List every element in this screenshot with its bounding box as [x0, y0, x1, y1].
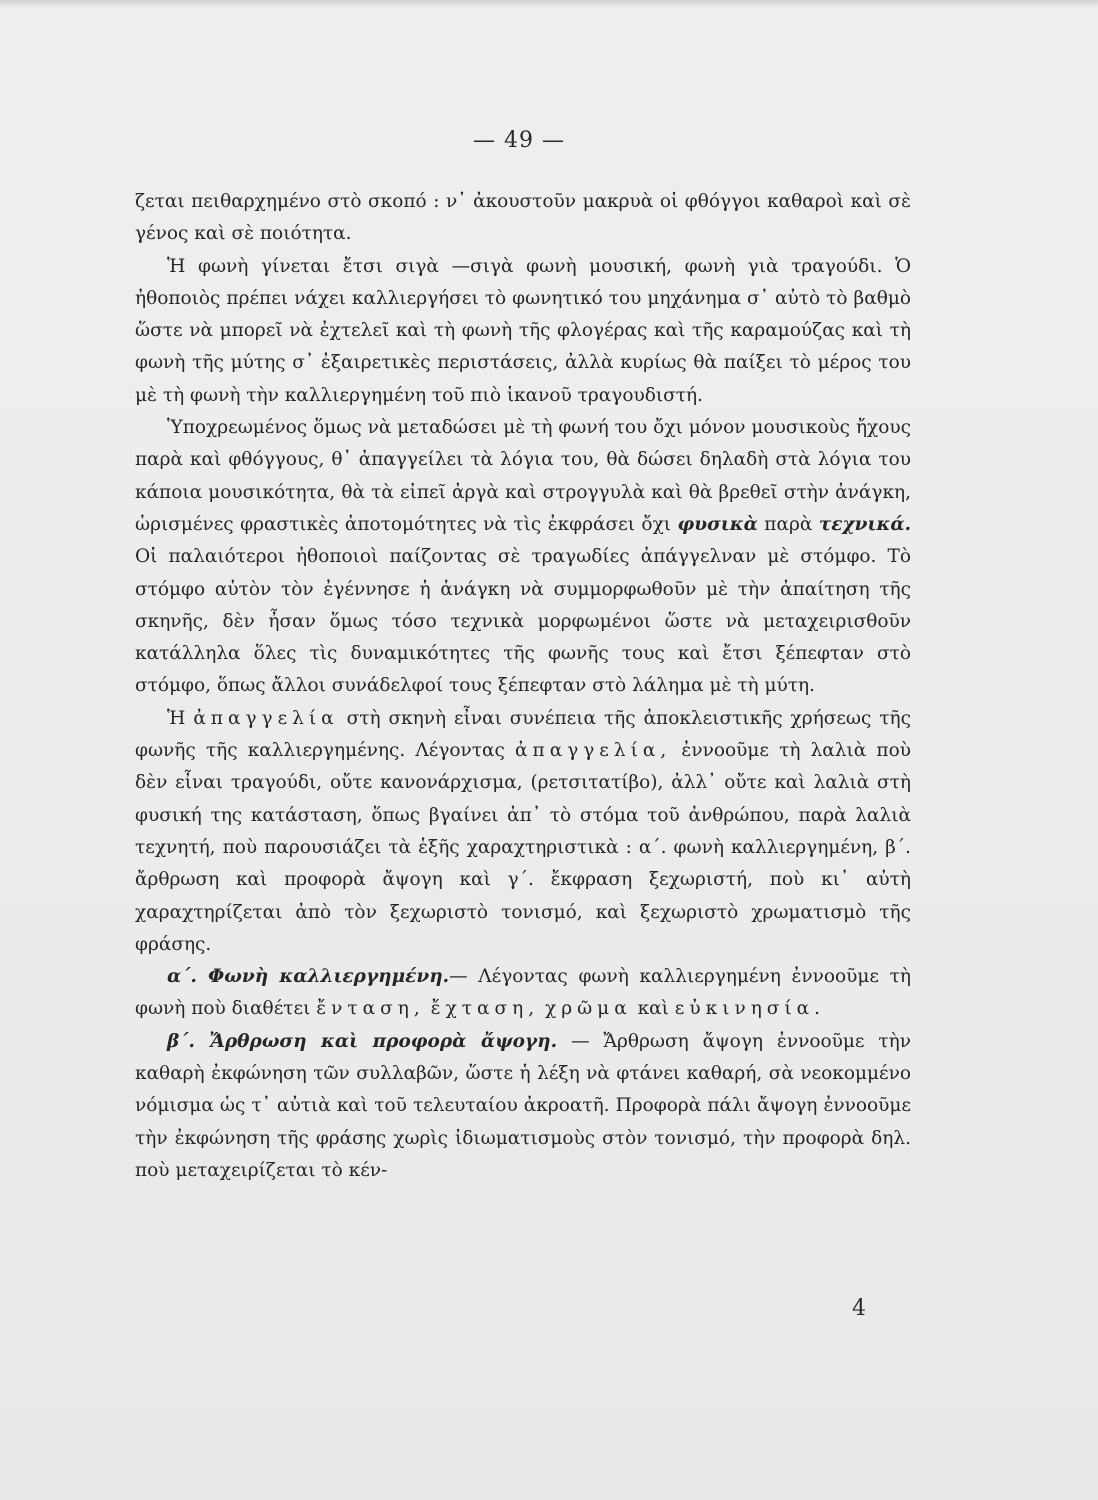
signature-mark: 4 [852, 1296, 866, 1321]
paragraph-2: Ἡ φωνὴ γίνεται ἔτσι σιγὰ —σιγὰ φωνὴ μουσική, φωνὴ γιὰ τραγούδι. Ὁ ἠθοποιὸς πρέπει νάχει καλλιεργήσει τὸ φωνητικό του μηχάνημα σ᾿ αὐτὸ τὸ βαθμὸ ὥστε νὰ μπορεῖ νὰ ἐχτελεῖ καὶ τὴ φωνὴ τῆς φλογέρας καὶ τῆς καραμούζας καὶ τὴ φωνὴ τῆς μύτης σ᾿ ἐξαιρετικὲς περιστάσεις, ἀλλὰ κυρίως θὰ παίξει τὸ μέρος του μὲ τὴ φωνὴ τὴν καλλιεργημένη τοῦ πιὸ ἱκανοῦ τραγουδιστή. [135, 255, 911, 406]
paragraph-5 [135, 961, 911, 1026]
paragraph-3-text-a: Ὑποχρεωμένος ὅμως νὰ μεταδώσει μὲ τὴ φωνή του ὄχι μόνον μουσικοὺς ἤχους παρὰ καὶ φθόγγους, θ᾿ ἀπαγγείλει τὰ λόγια του, θὰ δώσει δηλαδὴ στὰ λόγια του κάποια μουσικότητα, θὰ τὰ εἰπεῖ ἀργὰ καὶ στρογγυλὰ καὶ θὰ βρεθεῖ στὴν ἀνάγκη, ὡρισμένες φραστικὲς ἀποτομότητες νὰ τὶς ἐκφράσει ὄχι [135, 417, 911, 535]
paragraph-4-text-a: Ἡ [167, 707, 186, 729]
emphasis-technika: τεχνικά. [818, 513, 912, 535]
section-heading-articulation: β΄. Ἄρθρωση καὶ προφορὰ ἄψογη. [167, 1030, 558, 1052]
paragraph-4-text-c: ἐννοοῦμε τὴ λαλιὰ ποὺ δὲν εἶναι τραγούδι, οὔτε κανονάρχισμα, (ρετσιτατίβο), ἀλλ᾿ οὔτε καὶ λαλιὰ στὴ φυσική της κατάσταση, ὅπως βγαίνει ἀπ᾿ τὸ στόμα τοῦ ἀνθρώπου, παρὰ λαλιὰ τεχνητή, ποὺ παρουσιάζει τὰ ἑξῆς χαραχτηριστικὰ : α΄. φωνὴ καλλιεργημένη, β΄. ἄρθρωση καὶ προφορὰ ἄψογη καὶ γ΄. ἔκφραση ξεχωριστή, ποὺ κι᾿ αὐτὴ χαραχτηρίζεται ἀπὸ τὸν ξεχωριστὸ τονισμό, καὶ ξεχωριστὸ χρωματισμὸ τῆς φράσης. [135, 740, 911, 955]
paragraph-3-text-c: Οἱ παλαιότεροι ἠθοποιοὶ παίζοντας σὲ τραγωδίες ἀπάγγελναν μὲ στόμφο. Τὸ στόμφο αὐτὸν τὸν ἐγέννησε ἡ ἀνάγκη νὰ συμμορφωθοῦν μὲ τὴν ἀπαίτηση τῆς σκηνῆς, δὲν ἦσαν ὅμως τόσο τεχνικὰ μορφωμένοι ὥστε νὰ μεταχειρισθοῦν κατάλληλα ὅλες τὶς δυναμικότητες τῆς φωνῆς τους καὶ ἔτσι ξέπεφταν στὸ στόμφο, ὅπως ἄλλοι συνάδελφοί τους ξέπεφταν στὸ λάλημα μὲ τὴ μύτη. [135, 546, 911, 697]
emphasis-fysika: φυσικὰ [677, 513, 758, 535]
section-heading-voice: α΄. Φωνὴ καλλιεργημένη. [167, 966, 450, 988]
spaced-term-apaggelia-2: ἀπαγγελία, [515, 740, 672, 762]
spaced-term-echtasi: ἔχταση, [430, 998, 540, 1020]
page-edge-shadow [0, 0, 1098, 8]
spaced-term-apaggelia: ἀπαγγελία [193, 707, 339, 729]
paragraph-3-text-b: παρὰ [764, 513, 813, 535]
body-text [135, 186, 911, 1187]
paragraph-5-text-b: καὶ [637, 998, 669, 1020]
spaced-term-chroma: χρῶμα [545, 998, 632, 1020]
paragraph-4 [135, 703, 911, 961]
paragraph-5-text-a: — Λέγοντας φωνὴ καλλιεργημένη ἐννοοῦμε τὴ φωνὴ ποὺ διαθέτει [135, 966, 911, 1020]
paragraph-1: ζεται πειθαρχημένο στὸ σκοπό : ν᾿ ἀκουστοῦν μακρυὰ οἱ φθόγγοι καθαροὶ καὶ σὲ γένος καὶ σὲ ποιότητα. [135, 191, 911, 245]
paragraph-4-text-b: στὴ σκηνὴ εἶναι συνέπεια τῆς ἀποκλειστικῆς χρήσεως τῆς φωνῆς τῆς καλλιεργημένης. Λέγοντας [135, 707, 911, 762]
paragraph-3 [135, 412, 911, 703]
paragraph-6-text-a: — Ἄρθρωση ἄψογη ἐννοοῦμε τὴν καθαρὴ ἐκφώνηση τῶν συλλαβῶν, ὥστε ἡ λέξη νὰ φτάνει καθαρή, σὰ νεοκομμένο νόμισμα ὡς τ᾿ αὐτιὰ καὶ τοῦ τελευταίου ἀκροατῆ. Προφορὰ πάλι ἄψογη ἐννοοῦμε τὴν ἐκφώνηση τῆς φράσης χωρὶς ἰδιωματισμοὺς στὸν τονισμό, τὴν προφορὰ δηλ. ποὺ μεταχειρίζεται τὸ κέν- [135, 1030, 911, 1181]
paragraph-6 [135, 1026, 911, 1187]
spaced-term-efkinisia: εὐκινησία. [674, 998, 826, 1020]
page-number: — 49 — [473, 128, 565, 153]
spaced-term-entasi: ἔνταση, [316, 998, 425, 1020]
